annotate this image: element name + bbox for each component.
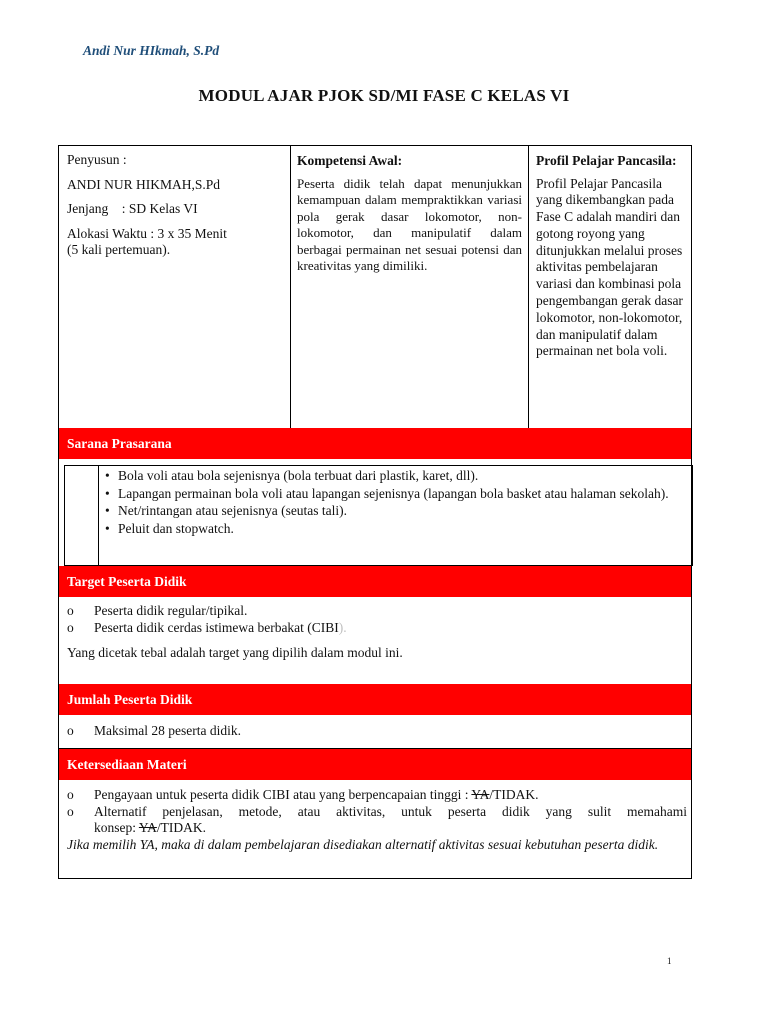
list-marker: o	[67, 603, 74, 618]
target-item-regular	[67, 603, 687, 620]
alokasi-line-2: (5 kali pertemuan).	[67, 242, 171, 257]
target-item-cibi	[67, 620, 687, 637]
sarana-item: • Bola voli atau bola sejenisnya (bola terbuat dari plastik, karet, dll).	[105, 468, 685, 485]
materi-konsep-label: konsep:	[94, 820, 139, 835]
materi-item-pengayaan	[67, 787, 687, 804]
jumlah-list	[67, 723, 687, 740]
materi-note: Jika memilih YA, maka di dalam pembelajaran disediakan alternatif aktivitas sesuai kebutuhan peserta didik.	[67, 837, 659, 852]
materi-item-text: Alternatif penjelasan, metode, atau aktivitas, untuk peserta didik yang sulit memahami	[94, 803, 687, 819]
profil-cell	[529, 146, 691, 428]
module-table	[58, 145, 692, 879]
materi-list	[67, 787, 687, 837]
list-marker: o	[67, 619, 74, 635]
jumlah-item-text: Maksimal 28 peserta didik.	[94, 723, 241, 738]
target-list	[67, 603, 687, 636]
alokasi-waktu	[67, 226, 282, 259]
materi-heading: Ketersediaan Materi	[59, 749, 691, 780]
penyusun-name: ANDI NUR HIKMAH,S.Pd	[67, 176, 221, 192]
page-number: 1	[667, 956, 672, 966]
kompetensi-text: Peserta didik telah dapat menunjukkan kemampuan dalam mempraktikkan variasi pola gerak dasar lokomotor, non- lokomotor, dan manipulatif dalam berbagai permainan net sesuai potensi dan kreativitas yang dimiliki.	[297, 175, 522, 273]
document-title: MODUL AJAR PJOK SD/MI FASE C KELAS VI	[198, 86, 570, 105]
author-name: Andi Nur HIkmah, S.Pd	[83, 43, 220, 58]
sarana-item: • Lapangan permainan bola voli atau lapangan sejenisnya (lapangan bola basket atau halaman sekolah).	[105, 486, 685, 503]
alokasi-line-1: Alokasi Waktu : 3 x 35 Menit	[67, 225, 227, 241]
selected-option: /TIDAK.	[156, 820, 207, 835]
target-item-text: Peserta didik cerdas istimewa berbakat (CIBI	[94, 619, 339, 635]
materi-item-alternatif	[67, 804, 687, 837]
jenjang: Jenjang : SD Kelas VI	[67, 201, 198, 216]
jumlah-heading: Jumlah Peserta Didik	[59, 684, 691, 715]
sarana-heading: Sarana Prasarana	[59, 428, 691, 459]
list-marker: o	[67, 787, 74, 802]
sarana-stub-cell	[65, 466, 99, 565]
materi-item-text: Pengayaan untuk peserta didik CIBI atau yang berpencapaian tinggi :	[94, 787, 472, 802]
jumlah-item	[67, 723, 687, 740]
target-item-tail: ).	[338, 619, 347, 635]
struck-option: YA	[138, 820, 157, 835]
struck-option: YA	[471, 787, 490, 802]
kompetensi-cell	[291, 146, 529, 428]
sarana-item: • Peluit dan stopwatch.	[105, 521, 685, 538]
penyusun-label: Penyusun :	[67, 152, 127, 167]
identity-cell	[59, 146, 291, 428]
sarana-item: • Net/rintangan atau sejenisnya (seutas tali).	[105, 503, 685, 520]
profil-text: Profil Pelajar Pancasila yang dikembangkan pada Fase C adalah mandiri dan gotong royong yang ditunjukkan melalui proses aktivitas pembelajaran variasi dan kombinasi pola pengembangan gerak dasar lokomotor, non-lokomotor, dan manipulatif dalam permainan net bola voli.	[536, 175, 683, 359]
target-note: Yang dicetak tebal adalah target yang dipilih dalam modul ini.	[67, 645, 403, 660]
target-item-text: Peserta didik regular/tipikal.	[94, 603, 248, 618]
materi-item-text-cont	[94, 820, 687, 837]
list-marker: o	[67, 803, 74, 819]
list-marker: o	[67, 723, 74, 738]
identity-row	[59, 146, 691, 428]
selected-option: /TIDAK.	[489, 787, 539, 802]
target-heading: Target Peserta Didik	[59, 566, 691, 597]
kompetensi-heading: Kompetensi Awal:	[297, 153, 403, 168]
profil-heading: Profil Pelajar Pancasila:	[536, 153, 677, 168]
sarana-list	[105, 468, 685, 538]
sarana-list-table	[64, 465, 693, 566]
